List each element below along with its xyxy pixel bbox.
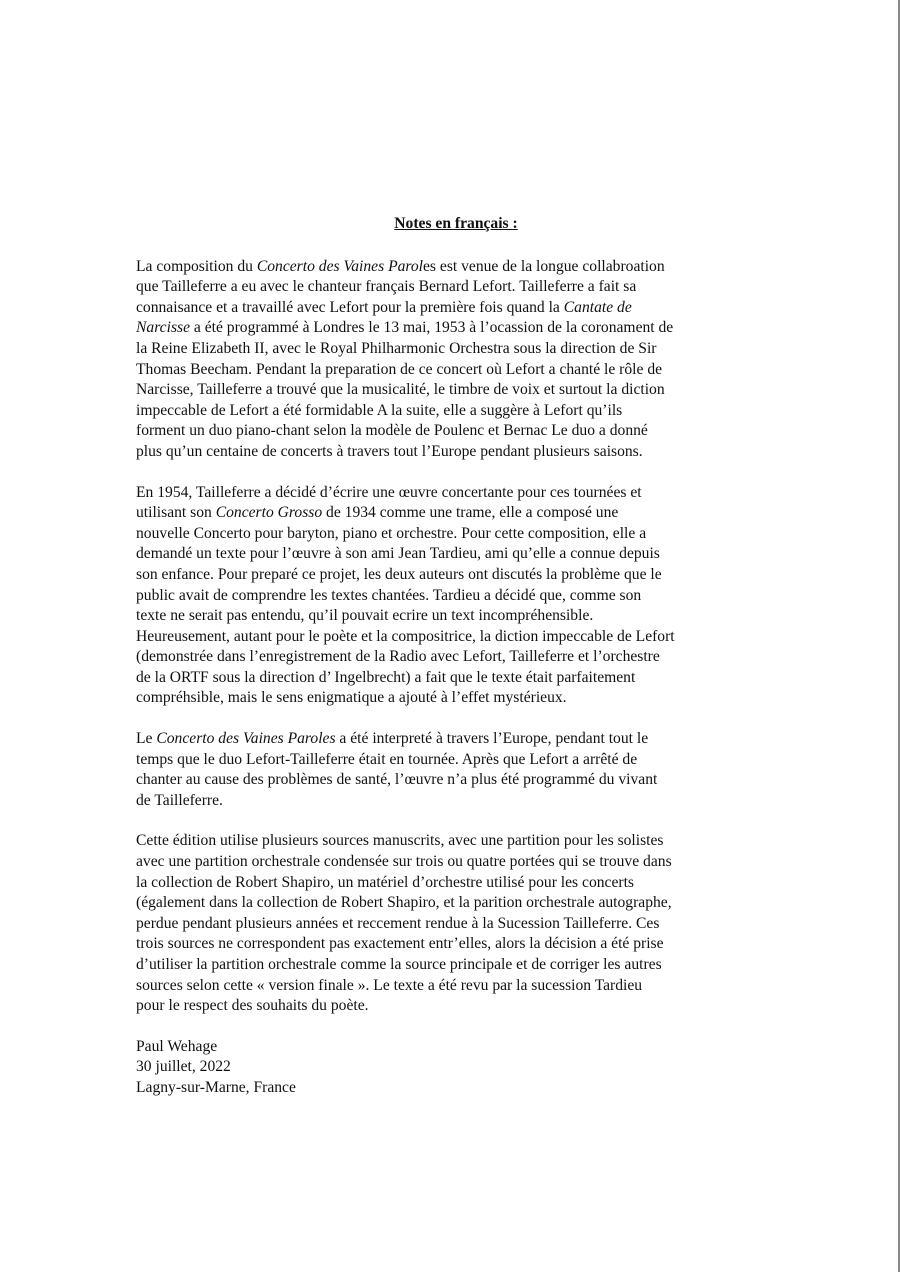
- text-line: [136, 483, 776, 504]
- paragraph: [136, 729, 776, 811]
- paragraph: [136, 831, 776, 1016]
- text-line: [136, 298, 776, 319]
- text-line: [136, 627, 776, 648]
- text-segment: forment un duo piano-chant selon la modèle de Poulenc et Bernac Le duo a donné: [136, 422, 648, 440]
- text-segment: Heureusement, autant pour le poète et la compositrice, la diction impeccable de Lefort: [136, 627, 675, 645]
- text-segment: la Reine Elizabeth II, avec le Royal Philharmonic Orchestra sous la direction de Sir: [136, 339, 657, 357]
- text-line: [136, 955, 776, 976]
- italic-title: Concerto des Vaines Paroles: [156, 730, 336, 748]
- text-line: [136, 852, 776, 873]
- text-line: [136, 442, 776, 463]
- document-body: [136, 214, 776, 1099]
- text-segment: Cette édition utilise plusieurs sources manuscrits, avec une partition pour les solistes: [136, 832, 664, 850]
- text-segment: Thomas Beecham. Pendant la preparation de ce concert où Lefort a chanté le rôle de: [136, 360, 663, 378]
- text-segment: (également dans la collection de Robert Shapiro, et la parition orchestrale autographe,: [136, 894, 672, 912]
- text-segment: connaisance et a travaillé avec Lefort pour la première fois quand la: [136, 298, 564, 316]
- paragraph: [136, 483, 776, 710]
- text-line: [136, 421, 776, 442]
- text-segment: avec une partition orchestrale condensée sur trois ou quatre portées qui se trouve dans: [136, 853, 672, 871]
- text-line: [136, 976, 776, 997]
- text-segment: La composition du: [136, 257, 257, 275]
- text-segment: la collection de Robert Shapiro, un matériel d’orchestre utilisé pour les concerts: [136, 873, 634, 891]
- text-line: [136, 360, 776, 381]
- text-segment: es est venue de la longue collabroation: [423, 257, 665, 275]
- text-line: [136, 914, 776, 935]
- text-line: [136, 503, 776, 524]
- text-segment: Le: [136, 730, 157, 748]
- text-segment: pour le respect des souhaits du poète.: [136, 997, 369, 1015]
- text-segment: En 1954, Tailleferre a décidé d’écrire une œuvre concertante pour ces tournées et: [136, 483, 642, 501]
- text-line: [136, 668, 776, 689]
- signature-block: [136, 1037, 776, 1099]
- italic-title: Cantate de: [563, 298, 632, 316]
- text-segment: impeccable de Lefort a été formidable A la suite, elle a suggère à Lefort qu’ils: [136, 401, 623, 419]
- text-line: [136, 934, 776, 955]
- text-line: [136, 565, 776, 586]
- italic-title: Narcisse: [136, 319, 190, 337]
- text-segment: public avait de comprendre les textes chantées. Tardieu a décidé que, comme son: [136, 586, 642, 604]
- signature-place: Lagny-sur-Marne, France: [136, 1078, 296, 1096]
- text-line: [136, 544, 776, 565]
- text-line: [136, 770, 776, 791]
- text-segment: a été interpreté à travers l’Europe, pendant tout le: [335, 730, 649, 748]
- text-line: [136, 729, 776, 750]
- text-line: [136, 996, 776, 1017]
- paragraph: [136, 257, 776, 463]
- text-line: [136, 831, 776, 852]
- text-line: [136, 606, 776, 627]
- italic-title: Concerto des Vaines Parol: [256, 257, 424, 275]
- text-segment: Narcisse, Tailleferre a trouvé que la musicalité, le timbre de voix et surtout la diction: [136, 381, 665, 399]
- text-segment: a été programmé à Londres le 13 mai, 1953 à l’ocassion de la coronament de: [190, 319, 674, 337]
- text-line: [136, 750, 776, 771]
- italic-title: Concerto Grosso: [215, 504, 323, 522]
- text-line: [136, 401, 776, 422]
- signature-date: 30 juillet, 2022: [136, 1058, 231, 1076]
- text-line: [136, 586, 776, 607]
- text-segment: utilisant son: [136, 504, 216, 522]
- text-segment: de la ORTF sous la direction d’ Ingelbrecht) a fait que le texte était parfaitement: [136, 668, 636, 686]
- text-line: [136, 318, 776, 339]
- text-segment: nouvelle Concerto pour baryton, piano et orchestre. Pour cette composition, elle a: [136, 524, 647, 542]
- text-segment: texte ne serait pas entendu, qu’il pouvait ecrire un text incompréhensible.: [136, 607, 594, 625]
- text-line: [136, 647, 776, 668]
- text-line: [136, 791, 776, 812]
- page-title: Notes en français :: [394, 215, 518, 232]
- text-segment: de 1934 comme une trame, elle a composé une: [322, 504, 619, 522]
- text-segment: plus qu’un centaine de concerts à travers tout l’Europe pendant plusieurs saisons.: [136, 442, 643, 460]
- text-line: [136, 277, 776, 298]
- signature-name: Paul Wehage: [136, 1037, 218, 1055]
- text-line: [136, 873, 776, 894]
- text-segment: que Tailleferre a eu avec le chanteur français Bernard Lefort. Tailleferre a fait sa: [136, 278, 637, 296]
- text-segment: son enfance. Pour preparé ce projet, les deux auteurs ont discutés la problème que le: [136, 565, 662, 583]
- text-segment: compréhsible, mais le sens enigmatique a ajouté à l’effet mystérieux.: [136, 689, 567, 707]
- text-line: [136, 524, 776, 545]
- text-segment: (demonstrée dans l’enregistrement de la Radio avec Lefort, Tailleferre et l’orchestre: [136, 648, 660, 666]
- text-line: [136, 688, 776, 709]
- text-segment: trois sources ne correspondent pas exactement entr’elles, alors la décision a été prise: [136, 935, 664, 953]
- text-segment: temps que le duo Lefort-Tailleferre était en tournée. Après que Lefort a arrêté de: [136, 750, 638, 768]
- text-line: [136, 380, 776, 401]
- text-line: [136, 339, 776, 360]
- text-segment: demandé un texte pour l’œuvre à son ami Jean Tardieu, ami qu’elle a connue depuis: [136, 545, 660, 563]
- text-line: [136, 257, 776, 278]
- text-segment: de Tailleferre.: [136, 791, 223, 809]
- text-segment: sources selon cette « version finale ». Le texte a été revu par la sucession Tardieu: [136, 976, 643, 994]
- text-segment: d’utiliser la partition orchestrale comme la source principale et de corriger les autres: [136, 956, 662, 973]
- text-segment: perdue pendant plusieurs années et reccement rendue à la Sucession Tailleferre. Ces: [136, 914, 660, 932]
- text-line: [136, 893, 776, 914]
- text-segment: chanter au cause des problèmes de santé, l’œuvre n’a plus été programmé du vivant: [136, 771, 658, 789]
